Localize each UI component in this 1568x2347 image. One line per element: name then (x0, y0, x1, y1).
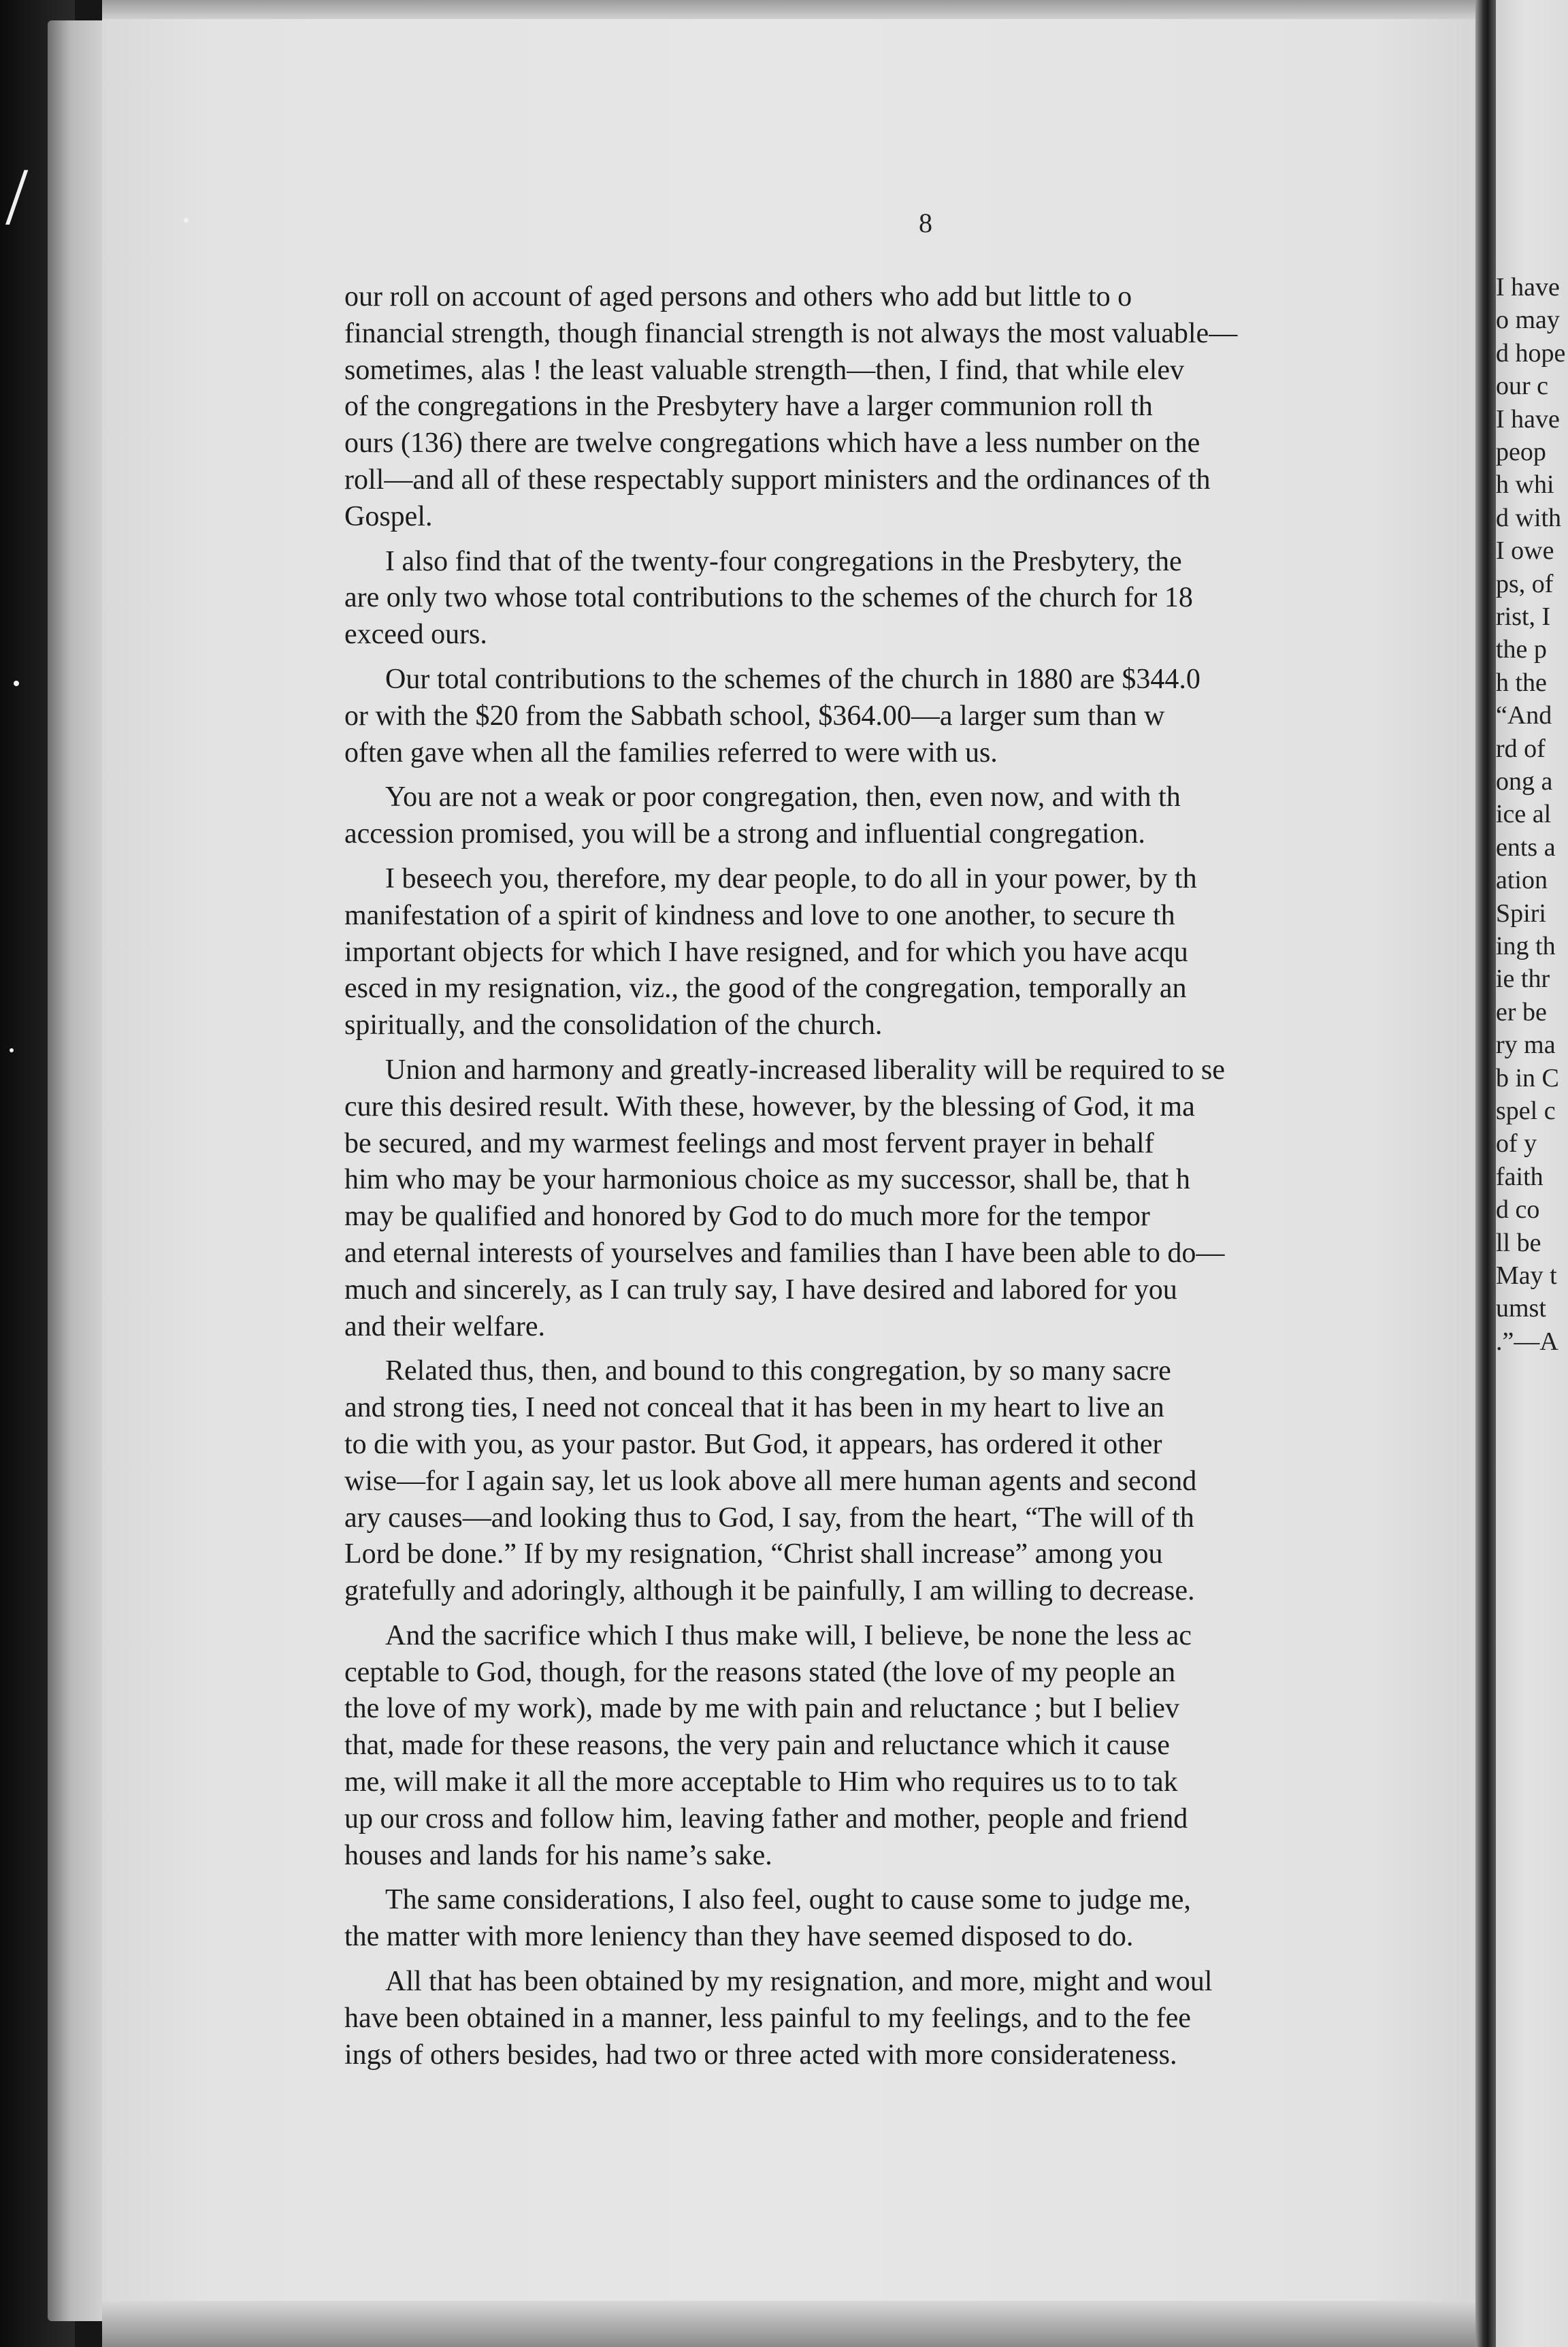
next-page-fragment: May t (1496, 1261, 1557, 1290)
paragraph (344, 1882, 1501, 1956)
page-number: 8 (919, 208, 932, 238)
text-line: Lord be done.” If by my resignation, “Christ shall increase” among you (344, 1538, 1163, 1570)
text-line: ings of others besides, had two or three acted with more considerateness. (344, 2039, 1177, 2071)
margin-speck (10, 1048, 14, 1052)
paragraph (344, 544, 1501, 653)
text-line: and their welfare. (344, 1310, 546, 1342)
text-line: And the sacrifice which I thus make will, I believe, be none the less ac (385, 1619, 1192, 1651)
next-page-fragment: I have (1496, 273, 1560, 302)
next-page-fragment: d co (1496, 1195, 1540, 1225)
text-line: houses and lands for his name’s sake. (344, 1839, 772, 1871)
text-line: Our total contributions to the schemes of the church in 1880 are $344.0 (385, 663, 1200, 695)
next-page-fragment: of y (1496, 1129, 1537, 1159)
paragraph (344, 1052, 1501, 1345)
text-line: or with the $20 from the Sabbath school, $364.00—a larger sum than w (344, 700, 1165, 732)
text-line: ours (136) there are twelve congregations which have a less number on the (344, 427, 1200, 459)
text-line: I also find that of the twenty-four congregations in the Presbytery, the (385, 545, 1182, 577)
paragraph (344, 662, 1501, 771)
paragraph (344, 861, 1501, 1044)
next-page-fragment: umst (1496, 1294, 1546, 1323)
text-line: our roll on account of aged persons and others who add but little to o (344, 281, 1132, 312)
paragraph (344, 1964, 1501, 2073)
next-page-strip (1496, 0, 1568, 2347)
text-line: wise—for I again say, let us look above all mere human agents and second (344, 1465, 1197, 1497)
text-line: important objects for which I have resigned, and for which you have acqu (344, 936, 1188, 968)
text-line: may be qualified and honored by God to do much more for the tempor (344, 1201, 1150, 1233)
text-line: The same considerations, I also feel, ought to cause some to judge me, (385, 1884, 1191, 1916)
text-line: cure this desired result. With these, however, by the blessing of God, it ma (344, 1090, 1195, 1122)
text-line: You are not a weak or poor congregation, then, even now, and with th (385, 781, 1181, 813)
text-line: often gave when all the families referred to were with us. (344, 737, 998, 768)
paragraph (344, 779, 1501, 853)
paragraph (344, 1618, 1501, 1875)
next-page-fragment: ing th (1496, 932, 1556, 960)
next-page-fragment: spel c (1496, 1097, 1556, 1125)
margin-speck (184, 218, 189, 223)
text-line: to die with you, as your pastor. But God, it appears, has ordered it other (344, 1428, 1162, 1460)
next-page-fragment: ong a (1496, 767, 1553, 796)
text-line: financial strength, though financial strength is not always the most valuable— (344, 317, 1238, 349)
paragraph (344, 279, 1501, 536)
paragraph (344, 1353, 1501, 1610)
text-line: Union and harmony and greatly-increased liberality will be required to se (385, 1054, 1225, 1086)
text-line: accession promised, you will be a strong and influential congregation. (344, 818, 1145, 850)
body-text (344, 279, 1501, 2082)
text-line: and eternal interests of yourselves and families than I have been able to do— (344, 1237, 1225, 1269)
text-line: up our cross and follow him, leaving father and mother, people and friend (344, 1802, 1188, 1834)
next-page-fragment: rd of (1496, 734, 1546, 763)
text-line: exceed ours. (344, 619, 487, 651)
text-line: much and sincerely, as I can truly say, I have desired and labored for you (344, 1274, 1177, 1306)
next-page-fragment: h whi (1496, 470, 1554, 500)
margin-speck (14, 681, 19, 686)
next-page-fragment: I owe (1496, 536, 1554, 566)
text-line: have been obtained in a manner, less painful to my feelings, and to the fee (344, 2002, 1191, 2034)
next-page-fragment: “And (1496, 701, 1552, 730)
text-line: him who may be your harmonious choice as my successor, shall be, that h (344, 1164, 1190, 1196)
text-line: that, made for these reasons, the very pain and reluctance which it cause (344, 1730, 1170, 1762)
next-page-fragment: d hope (1496, 338, 1566, 368)
next-page-fragment: d with (1496, 503, 1562, 532)
next-page-fragment: peop (1496, 438, 1546, 466)
next-page-fragment: ps, of (1496, 569, 1554, 598)
text-line: All that has been obtained by my resignation, and more, might and woul (385, 1966, 1213, 1998)
text-line: roll—and all of these respectably support ministers and the ordinances of th (344, 464, 1211, 496)
margin-scratch-mark: / (5, 151, 29, 242)
text-line: and strong ties, I need not conceal that it has been in my heart to live an (344, 1392, 1164, 1424)
page-top-edge (102, 0, 1484, 19)
next-page-fragment: Spiri (1496, 899, 1546, 928)
text-line: esced in my resignation, viz., the good of the congregation, temporally an (344, 973, 1187, 1005)
next-page-fragment: o may (1496, 306, 1560, 335)
text-line: gratefully and adoringly, although it be painfully, I am willing to decrease. (344, 1575, 1195, 1607)
next-page-fragment: b in C (1496, 1063, 1559, 1092)
text-line: are only two whose total contributions to the schemes of the church for 18 (344, 582, 1193, 614)
text-line: ary causes—and looking thus to God, I say, from the heart, “The will of th (344, 1502, 1194, 1534)
page-bottom-edge (102, 2301, 1484, 2347)
next-page-fragment: ie thr (1496, 965, 1550, 994)
text-line: Related thus, then, and bound to this congregation, by so many sacre (385, 1355, 1171, 1387)
text-line: ceptable to God, though, for the reasons stated (the love of my people an (344, 1656, 1176, 1688)
next-page-fragment: ll be (1496, 1228, 1541, 1257)
text-line: the love of my work), made by me with pain and reluctance ; but I believ (344, 1693, 1179, 1725)
next-page-fragment: our c (1496, 372, 1549, 401)
text-line: be secured, and my warmest feelings and most fervent prayer in behalf (344, 1127, 1154, 1159)
next-page-fragment: er be (1496, 997, 1547, 1026)
text-line: Gospel. (344, 500, 433, 532)
next-page-fragment: h the (1496, 668, 1547, 697)
text-line: spiritually, and the consolidation of the church. (344, 1009, 883, 1041)
next-page-fragment: rist, I (1496, 602, 1551, 631)
text-line: of the congregations in the Presbytery have a larger communion roll th (344, 391, 1153, 423)
next-page-fragment: ry ma (1496, 1031, 1556, 1060)
next-page-fragment: the p (1496, 635, 1547, 664)
text-line: sometimes, alas ! the least valuable strength—then, I find, that while elev (344, 354, 1184, 386)
next-page-fragment: faith (1496, 1162, 1544, 1191)
text-line: me, will make it all the more acceptable to Him who requires us to to tak (344, 1766, 1178, 1798)
next-page-fragment: ation (1496, 866, 1548, 895)
next-page-fragment: .”—A (1496, 1327, 1558, 1356)
text-line: the matter with more leniency than they have seemed disposed to do. (344, 1921, 1134, 1953)
next-page-fragment: ents a (1496, 832, 1556, 862)
text-line: I beseech you, therefore, my dear people, to do all in your power, by th (385, 862, 1197, 894)
text-line: manifestation of a spirit of kindness and love to one another, to secure th (344, 899, 1175, 931)
next-page-fragment: ice al (1496, 800, 1552, 829)
next-page-fragment: I have (1496, 404, 1560, 434)
